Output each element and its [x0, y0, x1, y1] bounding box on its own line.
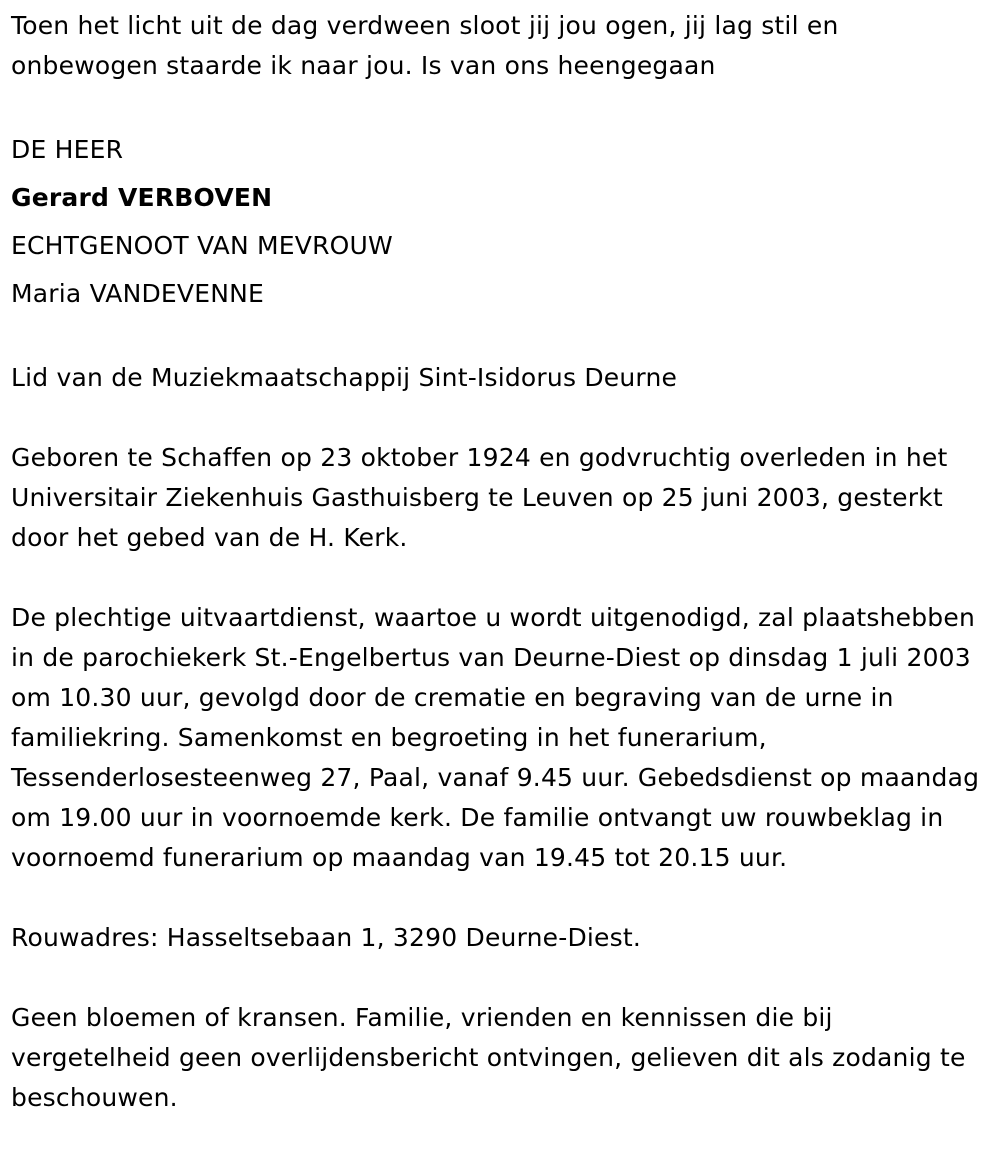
spacer	[11, 558, 991, 598]
deceased-name: Gerard VERBOVEN	[11, 183, 273, 212]
spacer	[11, 958, 991, 998]
spacer	[11, 86, 991, 126]
address-line: Rouwadres: Hasseltsebaan 1, 3290 Deurne-Diest.	[11, 923, 642, 952]
relation-line: ECHTGENOOT VAN MEVROUW	[11, 231, 393, 260]
spacer	[11, 318, 991, 358]
spacer	[11, 398, 991, 438]
closing-paragraph: Geen bloemen of kransen. Familie, vrienden en kennissen die bij vergetelheid geen overlijdensbericht ontvingen, gelieven dit als zodanig te beschouwen.	[11, 1003, 966, 1112]
obituary-notice	[11, 6, 991, 1118]
birth-death-paragraph: Geboren te Schaffen op 23 oktober 1924 en godvruchtig overleden in het Universitair Ziekenhuis Gasthuisberg te Leuven op 25 juni 2003, gesterkt door het gebed van de H. Kerk.	[11, 443, 948, 552]
membership-line: Lid van de Muziekmaatschappij Sint-Isidorus Deurne	[11, 363, 678, 392]
intro-paragraph: Toen het licht uit de dag verdween sloot jij jou ogen, jij lag stil en onbewogen staarde ik naar jou. Is van ons heengegaan	[11, 11, 839, 80]
ceremony-paragraph: De plechtige uitvaartdienst, waartoe u wordt uitgenodigd, zal plaatshebben in de parochiekerk St.-Engelbertus van Deurne-Diest op dinsdag 1 juli 2003 om 10.30 uur, gevolgd door de crematie en begraving van de urne in familiekring. Samenkomst en begroeting in het funerarium, Tessenderlosesteenweg 27, Paal, vanaf 9.45 uur. Gebedsdienst op maandag om 19.00 uur in voornoemde kerk. De familie ontvangt uw rouwbeklag in voornoemd funerarium op maandag van 19.45 tot 20.15 uur.	[11, 603, 980, 872]
honorific-title: DE HEER	[11, 135, 124, 164]
spacer	[11, 878, 991, 918]
spouse-name: Maria VANDEVENNE	[11, 279, 265, 308]
